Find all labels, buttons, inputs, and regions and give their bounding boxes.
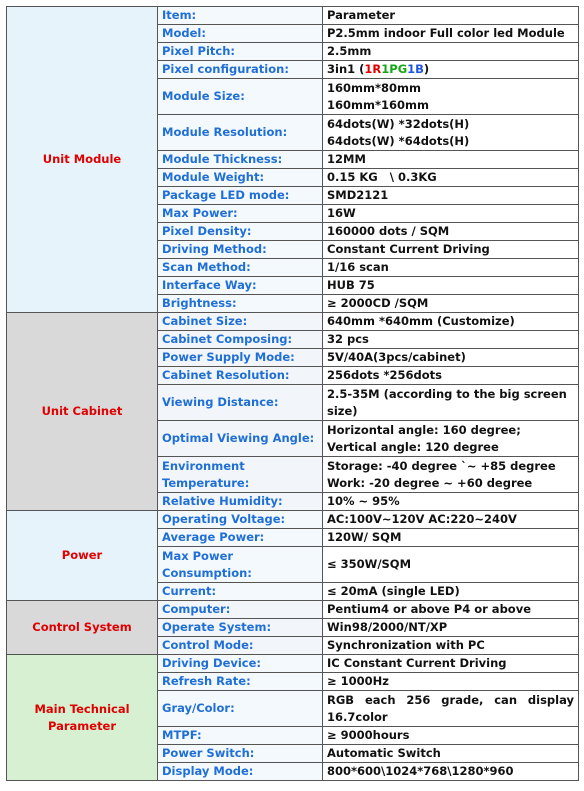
value-prefix: 3in1 ( bbox=[327, 62, 365, 76]
row-key: Control Mode: bbox=[158, 637, 323, 655]
value-line: Horizontal angle: 160 degree; bbox=[327, 422, 521, 437]
row-value: 5V/40A(3pcs/cabinet) bbox=[323, 349, 579, 367]
row-key: Model: bbox=[158, 25, 323, 43]
row-value: AC:100V~120V AC:220~240V bbox=[323, 511, 579, 529]
section-power bbox=[7, 511, 579, 601]
row-key: Cabinet Resolution: bbox=[158, 367, 323, 385]
section-label-line: Parameter bbox=[47, 718, 117, 733]
row-key: Package LED mode: bbox=[158, 187, 323, 205]
row-value: Constant Current Driving bbox=[323, 241, 579, 259]
row-key: Module Thickness: bbox=[158, 151, 323, 169]
row-key: Refresh Rate: bbox=[158, 673, 323, 691]
row-key: Display Mode: bbox=[158, 763, 323, 781]
row-value: SMD2121 bbox=[323, 187, 579, 205]
row-value: ≥ 2000CD /SQM bbox=[323, 295, 579, 313]
row-value: ≥ 9000hours bbox=[323, 727, 579, 745]
row-key: Module Weight: bbox=[158, 169, 323, 187]
row-key: Module Size: bbox=[158, 79, 323, 115]
row-value: 0.15 KG \ 0.3KG bbox=[323, 169, 579, 187]
row-key: Average Power: bbox=[158, 529, 323, 547]
row-key: Optimal Viewing Angle: bbox=[158, 421, 323, 457]
value-line: Vertical angle: 120 degree bbox=[327, 439, 499, 454]
section-label-unit-module: Unit Module bbox=[7, 7, 158, 313]
row-value: 32 pcs bbox=[323, 331, 579, 349]
row-key: Current: bbox=[158, 583, 323, 601]
table-row bbox=[7, 7, 579, 25]
row-value: RGB each 256 grade, can display 16.7color bbox=[323, 691, 579, 727]
spec-table bbox=[6, 6, 579, 781]
row-value: 2.5-35M (according to the big screen size) bbox=[323, 385, 579, 421]
row-value: 16W bbox=[323, 205, 579, 223]
row-key: Gray/Color: bbox=[158, 691, 323, 727]
row-key: Interface Way: bbox=[158, 277, 323, 295]
row-value-pixel-config bbox=[323, 61, 579, 79]
section-label-main-technical bbox=[7, 655, 158, 781]
row-key: Operating Voltage: bbox=[158, 511, 323, 529]
section-label-power: Power bbox=[7, 511, 158, 601]
value-line: 160mm*160mm bbox=[327, 97, 429, 112]
row-value: 10% ~ 95% bbox=[323, 493, 579, 511]
row-value bbox=[323, 457, 579, 493]
row-value: 1/16 scan bbox=[323, 259, 579, 277]
header-item: Item: bbox=[158, 7, 323, 25]
row-key: Pixel Pitch: bbox=[158, 43, 323, 61]
row-value: IC Constant Current Driving bbox=[323, 655, 579, 673]
row-value: HUB 75 bbox=[323, 277, 579, 295]
row-value: 120W/ SQM bbox=[323, 529, 579, 547]
row-key: Max Power: bbox=[158, 205, 323, 223]
section-control-system bbox=[7, 601, 579, 655]
value-line: 160mm*80mm bbox=[327, 80, 421, 95]
blue-label: 1B bbox=[407, 62, 424, 76]
row-key: Power Supply Mode: bbox=[158, 349, 323, 367]
value-line: 64dots(W) *32dots(H) bbox=[327, 116, 470, 131]
value-line: Storage: -40 degree `~ +85 degree bbox=[327, 458, 556, 473]
row-value bbox=[323, 79, 579, 115]
row-key: Scan Method: bbox=[158, 259, 323, 277]
row-key: MTPF: bbox=[158, 727, 323, 745]
row-value: 160000 dots / SQM bbox=[323, 223, 579, 241]
row-key: Power Switch: bbox=[158, 745, 323, 763]
row-value: ≤ 350W/SQM bbox=[323, 547, 579, 583]
row-key: Environment Temperature: bbox=[158, 457, 323, 493]
row-value: Automatic Switch bbox=[323, 745, 579, 763]
table-row bbox=[7, 655, 579, 673]
row-value: ≥ 1000Hz bbox=[323, 673, 579, 691]
row-value bbox=[323, 115, 579, 151]
row-key: Relative Humidity: bbox=[158, 493, 323, 511]
row-value: Pentium4 or above P4 or above bbox=[323, 601, 579, 619]
row-value: 800*600\1024*768\1280*960 bbox=[323, 763, 579, 781]
section-main-technical bbox=[7, 655, 579, 781]
row-key: Pixel Density: bbox=[158, 223, 323, 241]
row-key: Viewing Distance: bbox=[158, 385, 323, 421]
row-key: Driving Device: bbox=[158, 655, 323, 673]
row-value: 12MM bbox=[323, 151, 579, 169]
row-key: Driving Method: bbox=[158, 241, 323, 259]
green-label: 1PG bbox=[381, 62, 408, 76]
row-key: Cabinet Size: bbox=[158, 313, 323, 331]
row-value: ≤ 20mA (single LED) bbox=[323, 583, 579, 601]
section-unit-cabinet bbox=[7, 313, 579, 511]
value-line: Work: -20 degree ~ +60 degree bbox=[327, 475, 533, 490]
row-value: 2.5mm bbox=[323, 43, 579, 61]
row-value: Win98/2000/NT/XP bbox=[323, 619, 579, 637]
row-key: Module Resolution: bbox=[158, 115, 323, 151]
row-key: Brightness: bbox=[158, 295, 323, 313]
row-key: Computer: bbox=[158, 601, 323, 619]
table-row bbox=[7, 511, 579, 529]
section-label-control-system: Control System bbox=[7, 601, 158, 655]
section-label-line: Main Technical bbox=[34, 701, 130, 716]
header-parameter: Parameter bbox=[323, 7, 579, 25]
red-label: 1R bbox=[364, 62, 382, 76]
row-key: Pixel configuration: bbox=[158, 61, 323, 79]
row-key: Operate System: bbox=[158, 619, 323, 637]
row-value bbox=[323, 421, 579, 457]
value-line: 64dots(W) *64dots(H) bbox=[327, 133, 470, 148]
row-value: 640mm *640mm (Customize) bbox=[323, 313, 579, 331]
table-row bbox=[7, 313, 579, 331]
section-unit-module bbox=[7, 7, 579, 313]
table-row bbox=[7, 601, 579, 619]
row-key: Max Power Consumption: bbox=[158, 547, 323, 583]
row-value: P2.5mm indoor Full color led Module bbox=[323, 25, 579, 43]
row-value: Synchronization with PC bbox=[323, 637, 579, 655]
row-key: Cabinet Composing: bbox=[158, 331, 323, 349]
row-value: 256dots *256dots bbox=[323, 367, 579, 385]
section-label-unit-cabinet: Unit Cabinet bbox=[7, 313, 158, 511]
value-suffix: ) bbox=[423, 62, 430, 76]
